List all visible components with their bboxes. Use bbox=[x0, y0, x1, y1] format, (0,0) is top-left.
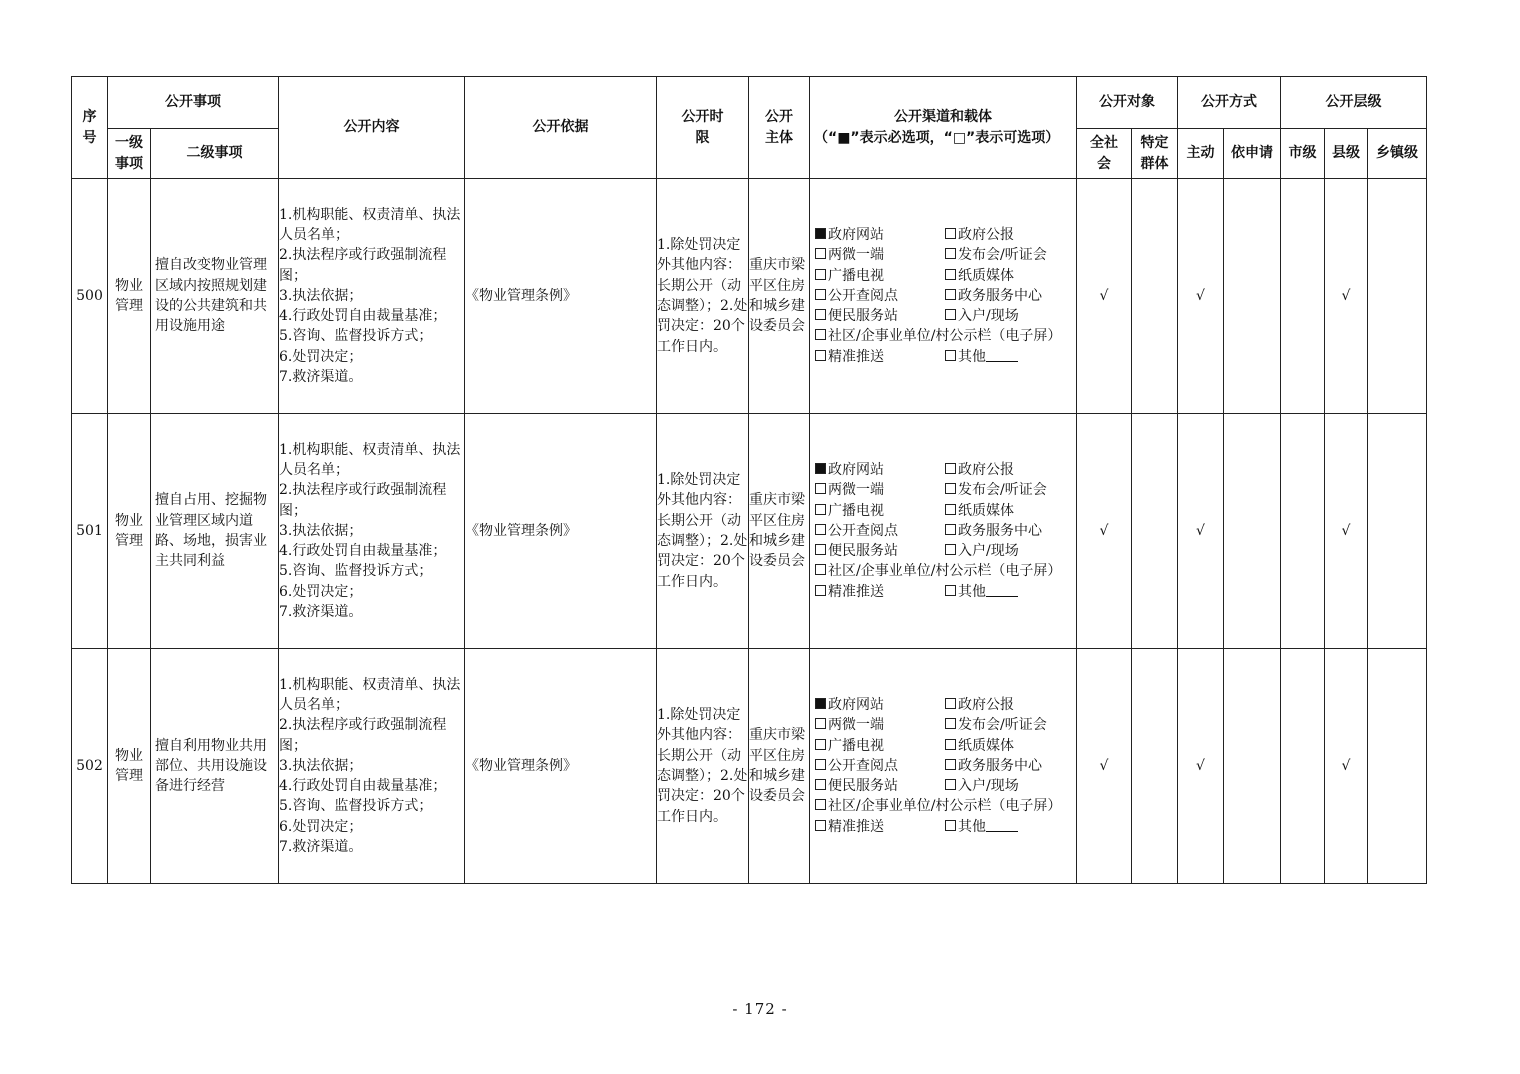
header-basis: 公开依据 bbox=[465, 77, 657, 179]
cell-channels bbox=[810, 649, 1077, 884]
cell-level-city bbox=[1281, 414, 1325, 649]
checkbox-filled-icon bbox=[815, 698, 826, 709]
checkbox-empty-icon bbox=[815, 564, 826, 575]
channel-label: 精准推送 bbox=[828, 583, 884, 600]
checkbox-empty-icon bbox=[945, 248, 956, 259]
fill-in-blank bbox=[986, 584, 1018, 597]
channel-option bbox=[815, 776, 945, 796]
cell-seq: 500 bbox=[72, 179, 108, 414]
cell-time-limit: 1.除处罚决定外其他内容：长期公开（动态调整）；2.处罚决定：20个工作日内。 bbox=[657, 414, 749, 649]
cell-subject: 重庆市梁平区住房和城乡建设委员会 bbox=[749, 649, 810, 884]
cell-mode-active: √ bbox=[1178, 649, 1224, 884]
channel-option bbox=[945, 460, 1075, 480]
channel-option bbox=[945, 756, 1075, 776]
channel-label: 两微一端 bbox=[828, 247, 884, 264]
checkbox-empty-icon bbox=[945, 698, 956, 709]
channel-option bbox=[815, 582, 945, 602]
channel-option bbox=[815, 326, 1075, 346]
checkbox-empty-icon bbox=[945, 463, 956, 474]
cell-level2: 擅自改变物业管理区域内按照规划建设的公共建筑和共用设施用途 bbox=[151, 179, 279, 414]
checkbox-empty-icon bbox=[815, 544, 826, 555]
table-row bbox=[72, 649, 1427, 884]
cell-channels bbox=[810, 414, 1077, 649]
channel-label: 便民服务站 bbox=[828, 778, 898, 795]
channel-option bbox=[945, 695, 1075, 715]
channel-label: 广播电视 bbox=[828, 737, 884, 754]
channel-label: 广播电视 bbox=[828, 502, 884, 519]
cell-basis: 《物业管理条例》 bbox=[465, 649, 657, 884]
content-line: 5.咨询、监督投诉方式； bbox=[279, 328, 433, 345]
channel-option bbox=[815, 521, 945, 541]
cell-level-county: √ bbox=[1325, 179, 1368, 414]
content-line: 4.行政处罚自由裁量基准； bbox=[279, 308, 447, 325]
cell-target-specific bbox=[1132, 179, 1178, 414]
checkbox-filled-icon bbox=[815, 228, 826, 239]
channel-option bbox=[945, 347, 1075, 367]
cell-level-town bbox=[1368, 179, 1427, 414]
header-subject: 公开主体 bbox=[749, 77, 810, 179]
channel-label: 两微一端 bbox=[828, 717, 884, 734]
channel-option bbox=[815, 245, 945, 265]
cell-seq: 502 bbox=[72, 649, 108, 884]
checkbox-empty-icon bbox=[945, 483, 956, 494]
fill-in-blank bbox=[986, 819, 1018, 832]
header-target-group: 公开对象 bbox=[1077, 77, 1178, 129]
channel-label: 政务服务中心 bbox=[958, 287, 1042, 304]
checkbox-empty-icon bbox=[815, 739, 826, 750]
channel-label: 政府公报 bbox=[958, 461, 1014, 478]
checkbox-empty-icon bbox=[815, 799, 826, 810]
content-line: 1.机构职能、权责清单、执法人员名单； bbox=[279, 441, 461, 478]
cell-level1: 物业管理 bbox=[108, 414, 151, 649]
channel-option bbox=[815, 347, 945, 367]
channel-label: 入户/现场 bbox=[958, 543, 1019, 560]
channel-option bbox=[945, 286, 1075, 306]
cell-level2: 擅自利用物业共用部位、共用设施设备进行经营 bbox=[151, 649, 279, 884]
fill-in-blank bbox=[986, 349, 1018, 362]
checkbox-empty-icon bbox=[815, 820, 826, 831]
channel-label: 发布会/听证会 bbox=[958, 717, 1047, 734]
channel-label: 发布会/听证会 bbox=[958, 482, 1047, 499]
channel-option bbox=[945, 225, 1075, 245]
header-channel-title: 公开渠道和载体 bbox=[894, 109, 992, 126]
channel-option bbox=[815, 561, 1075, 581]
channel-option bbox=[945, 817, 1075, 837]
cell-level1: 物业管理 bbox=[108, 649, 151, 884]
checkbox-empty-icon bbox=[815, 524, 826, 535]
cell-mode-apply bbox=[1224, 414, 1281, 649]
channel-option bbox=[815, 460, 945, 480]
channel-label: 纸质媒体 bbox=[958, 502, 1014, 519]
cell-level2: 擅自占用、挖掘物业管理区域内道路、场地，损害业主共同利益 bbox=[151, 414, 279, 649]
checkbox-empty-icon bbox=[815, 585, 826, 596]
content-line: 2.执法程序或行政强制流程图； bbox=[279, 247, 447, 284]
content-line: 7.救济渠道。 bbox=[279, 604, 363, 621]
content-line: 6.处罚决定； bbox=[279, 583, 363, 600]
content-line: 2.执法程序或行政强制流程图； bbox=[279, 482, 447, 519]
checkbox-empty-icon bbox=[815, 483, 826, 494]
header-mode-group: 公开方式 bbox=[1178, 77, 1281, 129]
channel-option bbox=[815, 756, 945, 776]
cell-level-county: √ bbox=[1325, 414, 1368, 649]
checkbox-empty-icon bbox=[945, 350, 956, 361]
content-line: 3.执法依据； bbox=[279, 757, 363, 774]
channel-label: 纸质媒体 bbox=[958, 737, 1014, 754]
channel-option bbox=[815, 480, 945, 500]
cell-target-all: √ bbox=[1077, 179, 1132, 414]
header-level-town: 乡镇级 bbox=[1368, 129, 1427, 179]
disclosure-table bbox=[71, 76, 1427, 884]
header-channel bbox=[810, 77, 1077, 179]
channel-option bbox=[815, 796, 1075, 816]
checkbox-empty-icon bbox=[815, 718, 826, 729]
content-line: 4.行政处罚自由裁量基准； bbox=[279, 543, 447, 560]
channel-label: 政府公报 bbox=[958, 226, 1014, 243]
checkbox-empty-icon bbox=[945, 504, 956, 515]
checkbox-empty-icon bbox=[815, 248, 826, 259]
channel-option bbox=[945, 480, 1075, 500]
cell-level-city bbox=[1281, 179, 1325, 414]
header-level-city: 市级 bbox=[1281, 129, 1325, 179]
content-line: 1.机构职能、权责清单、执法人员名单； bbox=[279, 676, 461, 713]
channel-option bbox=[815, 225, 945, 245]
checkbox-empty-icon bbox=[815, 350, 826, 361]
page-number: - 172 - bbox=[732, 1000, 788, 1018]
cell-content bbox=[279, 414, 465, 649]
cell-level-town bbox=[1368, 649, 1427, 884]
channel-option bbox=[815, 266, 945, 286]
header-level-county: 县级 bbox=[1325, 129, 1368, 179]
channel-label: 其他 bbox=[958, 348, 986, 365]
checkbox-empty-icon bbox=[945, 289, 956, 300]
channel-option bbox=[945, 776, 1075, 796]
cell-level-town bbox=[1368, 414, 1427, 649]
checkbox-empty-icon bbox=[945, 544, 956, 555]
channel-label: 社区/企事业单位/村公示栏（电子屏） bbox=[828, 563, 1062, 580]
channel-option bbox=[815, 817, 945, 837]
channel-label: 入户/现场 bbox=[958, 308, 1019, 325]
cell-time-limit: 1.除处罚决定外其他内容：长期公开（动态调整）；2.处罚决定：20个工作日内。 bbox=[657, 179, 749, 414]
cell-target-specific bbox=[1132, 414, 1178, 649]
header-level1: 一级事项 bbox=[108, 129, 151, 179]
header-item-group: 公开事项 bbox=[108, 77, 279, 129]
channel-label: 公开查阅点 bbox=[828, 522, 898, 539]
checkbox-filled-icon bbox=[815, 463, 826, 474]
channel-label: 公开查阅点 bbox=[828, 757, 898, 774]
table-row bbox=[72, 179, 1427, 414]
channel-label: 纸质媒体 bbox=[958, 267, 1014, 284]
channel-label: 入户/现场 bbox=[958, 778, 1019, 795]
checkbox-empty-icon bbox=[945, 779, 956, 790]
channel-option bbox=[815, 541, 945, 561]
header-mode-active: 主动 bbox=[1178, 129, 1224, 179]
content-line: 5.咨询、监督投诉方式； bbox=[279, 563, 433, 580]
channel-label: 发布会/听证会 bbox=[958, 247, 1047, 264]
cell-mode-active: √ bbox=[1178, 414, 1224, 649]
channel-option bbox=[815, 306, 945, 326]
checkbox-empty-icon bbox=[815, 309, 826, 320]
channel-option bbox=[945, 306, 1075, 326]
channel-option bbox=[815, 501, 945, 521]
cell-seq: 501 bbox=[72, 414, 108, 649]
cell-mode-apply bbox=[1224, 179, 1281, 414]
channel-option bbox=[945, 521, 1075, 541]
channel-option bbox=[945, 266, 1075, 286]
content-line: 3.执法依据； bbox=[279, 287, 363, 304]
cell-target-specific bbox=[1132, 649, 1178, 884]
cell-subject: 重庆市梁平区住房和城乡建设委员会 bbox=[749, 179, 810, 414]
channel-label: 便民服务站 bbox=[828, 543, 898, 560]
channel-label: 政府网站 bbox=[828, 226, 884, 243]
checkbox-empty-icon bbox=[945, 759, 956, 770]
checkbox-empty-icon bbox=[945, 269, 956, 280]
checkbox-empty-icon bbox=[945, 309, 956, 320]
cell-content bbox=[279, 179, 465, 414]
channel-option bbox=[815, 286, 945, 306]
cell-time-limit: 1.除处罚决定外其他内容：长期公开（动态调整）；2.处罚决定：20个工作日内。 bbox=[657, 649, 749, 884]
channel-option bbox=[945, 245, 1075, 265]
content-line: 7.救济渠道。 bbox=[279, 369, 363, 386]
table-row bbox=[72, 414, 1427, 649]
channel-label: 政务服务中心 bbox=[958, 757, 1042, 774]
channel-option bbox=[945, 501, 1075, 521]
channel-label: 政府网站 bbox=[828, 696, 884, 713]
content-line: 6.处罚决定； bbox=[279, 348, 363, 365]
channel-label: 广播电视 bbox=[828, 267, 884, 284]
checkbox-empty-icon bbox=[815, 269, 826, 280]
checkbox-empty-icon bbox=[815, 329, 826, 340]
header-seq: 序号 bbox=[72, 77, 108, 179]
cell-target-all: √ bbox=[1077, 649, 1132, 884]
channel-label: 政府网站 bbox=[828, 461, 884, 478]
cell-basis: 《物业管理条例》 bbox=[465, 414, 657, 649]
channel-option bbox=[815, 736, 945, 756]
channel-label: 公开查阅点 bbox=[828, 287, 898, 304]
checkbox-empty-icon bbox=[945, 524, 956, 535]
cell-level-city bbox=[1281, 649, 1325, 884]
header-target-specific: 特定群体 bbox=[1132, 129, 1178, 179]
channel-option bbox=[815, 695, 945, 715]
content-line: 5.咨询、监督投诉方式； bbox=[279, 798, 433, 815]
header-time-limit: 公开时限 bbox=[657, 77, 749, 179]
header-mode-apply: 依申请 bbox=[1224, 129, 1281, 179]
header-level2: 二级事项 bbox=[151, 129, 279, 179]
channel-label: 其他 bbox=[958, 818, 986, 835]
channel-option bbox=[815, 715, 945, 735]
cell-mode-apply bbox=[1224, 649, 1281, 884]
header-row-1 bbox=[72, 77, 1427, 129]
checkbox-empty-icon bbox=[945, 739, 956, 750]
cell-basis: 《物业管理条例》 bbox=[465, 179, 657, 414]
checkbox-empty-icon bbox=[815, 504, 826, 515]
channel-label: 两微一端 bbox=[828, 482, 884, 499]
cell-subject: 重庆市梁平区住房和城乡建设委员会 bbox=[749, 414, 810, 649]
cell-level1: 物业管理 bbox=[108, 179, 151, 414]
checkbox-empty-icon bbox=[945, 585, 956, 596]
cell-target-all: √ bbox=[1077, 414, 1132, 649]
channel-label: 政务服务中心 bbox=[958, 522, 1042, 539]
channel-option bbox=[945, 736, 1075, 756]
channel-label: 便民服务站 bbox=[828, 308, 898, 325]
header-content: 公开内容 bbox=[279, 77, 465, 179]
content-line: 7.救济渠道。 bbox=[279, 839, 363, 856]
channel-option bbox=[945, 715, 1075, 735]
checkbox-empty-icon bbox=[945, 820, 956, 831]
channel-option bbox=[945, 541, 1075, 561]
cell-content bbox=[279, 649, 465, 884]
checkbox-empty-icon bbox=[945, 228, 956, 239]
channel-option bbox=[945, 582, 1075, 602]
channel-label: 社区/企事业单位/村公示栏（电子屏） bbox=[828, 328, 1062, 345]
channel-label: 精准推送 bbox=[828, 818, 884, 835]
header-level-group: 公开层级 bbox=[1281, 77, 1427, 129]
channel-label: 政府公报 bbox=[958, 696, 1014, 713]
channel-label: 其他 bbox=[958, 583, 986, 600]
content-line: 4.行政处罚自由裁量基准； bbox=[279, 778, 447, 795]
content-line: 6.处罚决定； bbox=[279, 818, 363, 835]
channel-label: 精准推送 bbox=[828, 348, 884, 365]
checkbox-empty-icon bbox=[815, 779, 826, 790]
content-line: 3.执法依据； bbox=[279, 522, 363, 539]
checkbox-empty-icon bbox=[945, 718, 956, 729]
cell-level-county: √ bbox=[1325, 649, 1368, 884]
cell-channels bbox=[810, 179, 1077, 414]
content-line: 1.机构职能、权责清单、执法人员名单； bbox=[279, 206, 461, 243]
content-line: 2.执法程序或行政强制流程图； bbox=[279, 717, 447, 754]
header-target-all: 全社会 bbox=[1077, 129, 1132, 179]
header-channel-note: （“■”表示必选项，“□”表示可选项） bbox=[814, 129, 1060, 146]
checkbox-empty-icon bbox=[815, 289, 826, 300]
checkbox-empty-icon bbox=[815, 759, 826, 770]
channel-label: 社区/企事业单位/村公示栏（电子屏） bbox=[828, 798, 1062, 815]
cell-mode-active: √ bbox=[1178, 179, 1224, 414]
